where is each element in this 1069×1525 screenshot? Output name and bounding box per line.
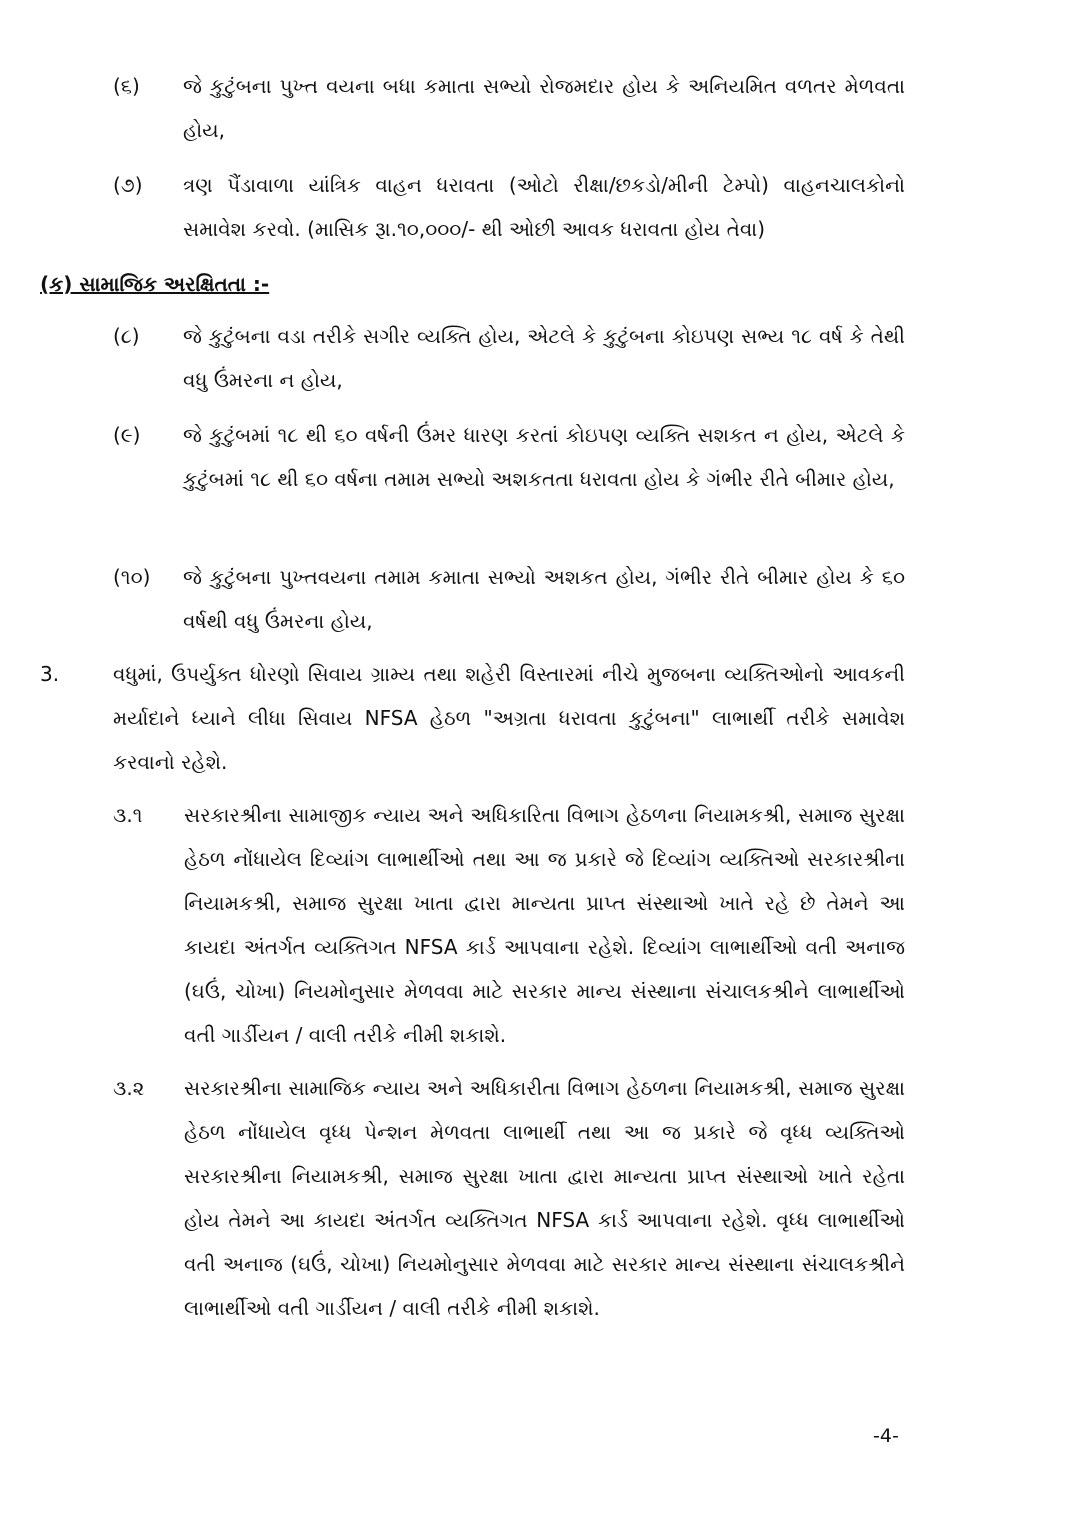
section-heading: (ક) સામાજિક અરક્ષિતતા :- — [40, 272, 270, 296]
item-number: 3. — [40, 662, 60, 686]
item-number: (૮) — [113, 324, 140, 348]
item-number: (૭) — [113, 173, 143, 197]
page-number: -4- — [873, 1425, 899, 1447]
item-text: જે કુટુંબના પુખ્તવયના તમામ કમાતા સભ્યો અશકત હોય, ગંભીર રીતે બીમાર હોય કે ૬૦ વર્ષથી વધુ ઉંમરના હોય, — [183, 565, 905, 633]
item-text: વધુમાં, ઉપર્યુક્ત ધોરણો સિવાય ગ્રામ્ય તથા શહેરી વિસ્તારમાં નીચે મુજબના વ્યક્તિઓનો આવકની મર્યાદાને ધ્યાને લીધા સિવાય NFSA હેઠળ "અગ્રતા ધરાવતા કુટુંબના" લાભાર્થી તરીકે સમાવેશ કરવાનો રહેશે. — [113, 662, 905, 774]
item-number: ૩.૨ — [113, 1076, 145, 1100]
item-number: (૧૦) — [113, 565, 151, 589]
item-number: ૩.૧ — [113, 803, 143, 827]
item-text: જે કુટુંબમાં ૧૮ થી ૬૦ વર્ષની ઉંમર ધારણ કરતાં કોઇપણ વ્યક્તિ સશકત ન હોય, એટલે કે કુટુંબમાં ૧૮ થી ૬૦ વર્ષના તમામ સભ્યો અશકતતા ધરાવતા હોય કે ગંભીર રીતે બીમાર હોય, — [183, 423, 905, 491]
item-text: સરકારશ્રીના સામાજીક ન્યાય અને અધિકારિતા વિભાગ હેઠળના નિયામકશ્રી, સમાજ સુરક્ષા હેઠળ નોંધાયેલ દિવ્યાંગ લાભાર્થીઓ તથા આ જ પ્રકારે જે દિવ્યાંગ વ્યક્તિઓ સરકારશ્રીના નિયામકશ્રી, સમાજ સુરક્ષા ખાતા દ્વારા માન્યતા પ્રાપ્ત સંસ્થાઓ ખાતે રહે છે તેમને આ કાયદા અંતર્ગત વ્યક્તિગત NFSA કાર્ડ આપવાના રહેશે. દિવ્યાંગ લાભાર્થીઓ વતી અનાજ (ઘઉં, ચોખા) નિયમોનુસાર મેળવવા માટે સરકાર માન્ય સંસ્થાના સંચાલકશ્રીને લાભાર્થીઓ વતી ગાર્ડીયન / વાલી તરીકે નીમી શકાશે. — [184, 803, 905, 1047]
item-text: જે કુટુંબના પુખ્ત વયના બધા કમાતા સભ્યો રોજમદાર હોય કે અનિયમિત વળતર મેળવતા હોય, — [183, 74, 905, 142]
item-text: જે કુટુંબના વડા તરીકે સગીર વ્યક્તિ હોય, એટલે કે કુટુંબના કોઇપણ સભ્ય ૧૮ વર્ષ કે તેથી વધુ ઉંમરના ન હોય, — [183, 324, 905, 392]
item-text: ત્રણ પૈંડાવાળા યાંત્રિક વાહન ધરાવતા (ઓટો રીક્ષા/છકડો/મીની ટેમ્પો) વાહનચાલકોનો સમાવેશ કરવો. (માસિક રૂા.૧૦,૦૦૦/- થી ઓછી આવક ધરાવતા હોય તેવા) — [183, 173, 905, 241]
item-text: સરકારશ્રીના સામાજિક ન્યાય અને અધિકારીતા વિભાગ હેઠળના નિયામકશ્રી, સમાજ સુરક્ષા હેઠળ નોંધાયેલ વૃધ્ધ પેન્શન મેળવતા લાભાર્થી તથા આ જ પ્રકારે જે વૃધ્ધ વ્યક્તિઓ સરકારશ્રીના નિયામકશ્રી, સમાજ સુરક્ષા ખાતા દ્વારા માન્યતા પ્રાપ્ત સંસ્થાઓ ખાતે રહેતા હોય તેમને આ કાયદા અંતર્ગત વ્યક્તિગત NFSA કાર્ડ આપવાના રહેશે. વૃધ્ધ લાભાર્થીઓ વતી અનાજ (ઘઉં, ચોખા) નિયમોનુસાર મેળવવા માટે સરકાર માન્ય સંસ્થાના સંચાલકશ્રીને લાભાર્થીઓ વતી ગાર્ડીયન / વાલી તરીકે નીમી શકાશે. — [184, 1076, 905, 1320]
item-number: (૯) — [113, 423, 141, 447]
item-number: (૬) — [113, 74, 140, 98]
